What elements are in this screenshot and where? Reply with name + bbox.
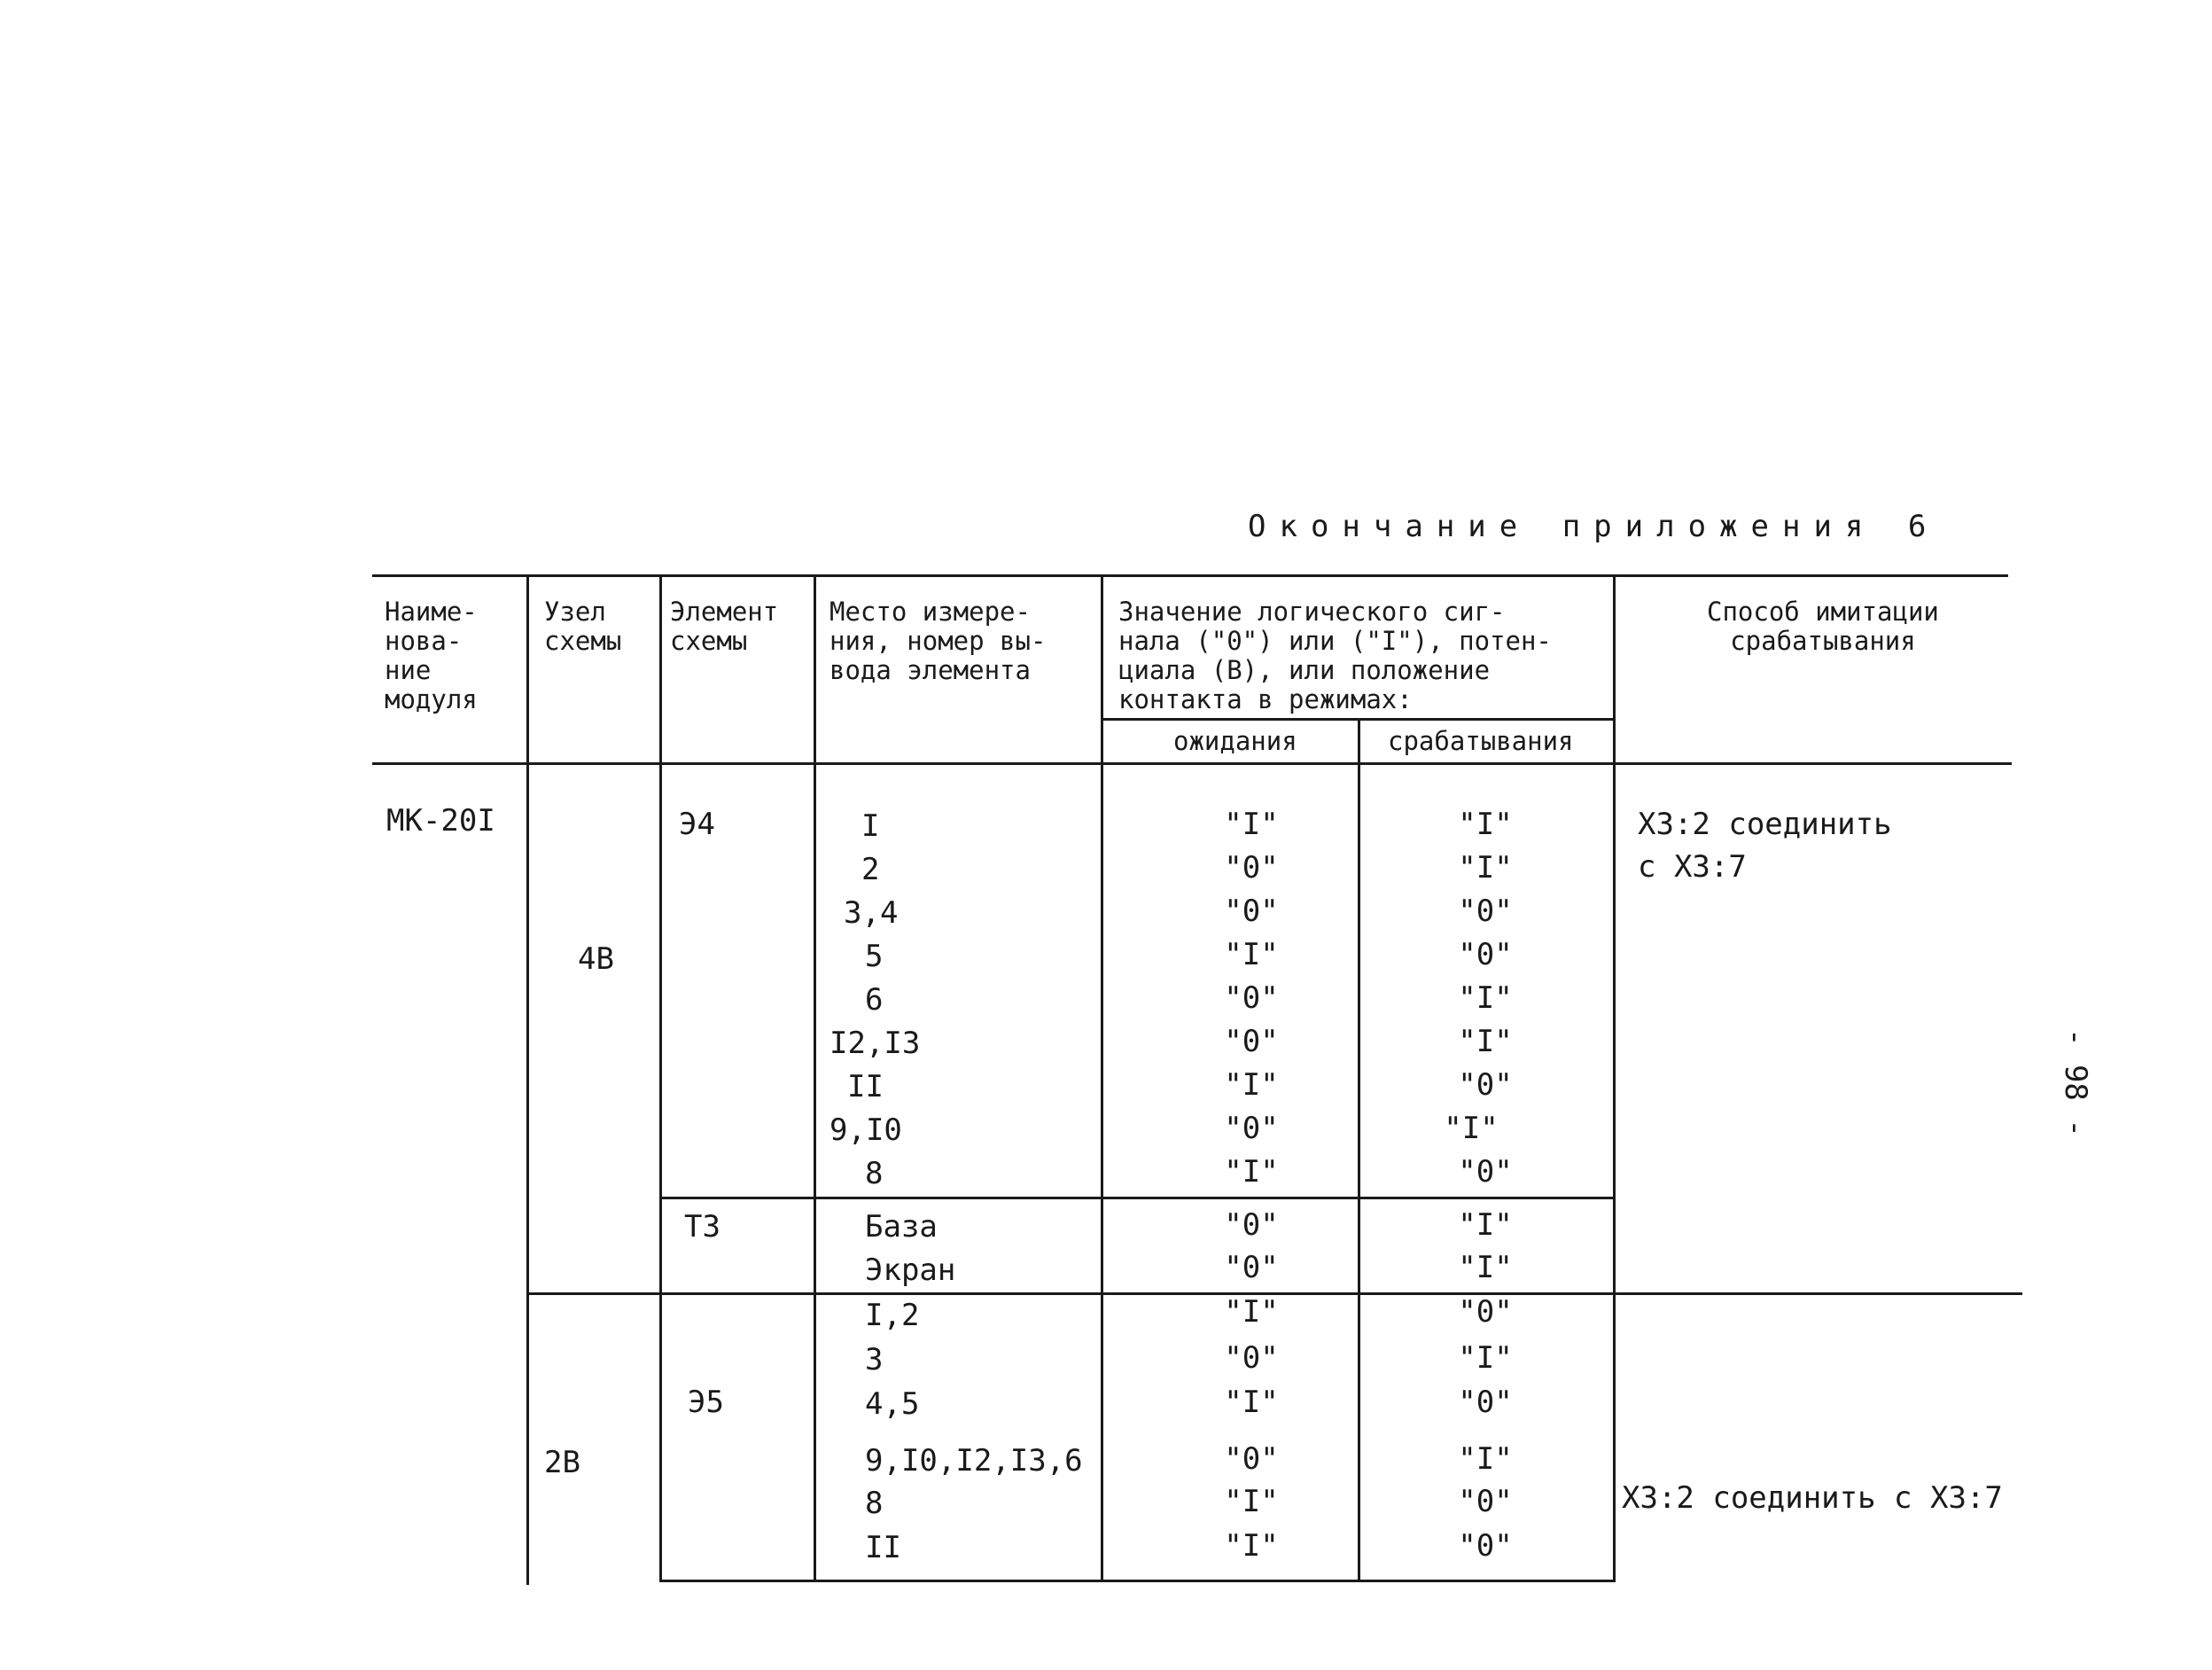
triggering-value: "0" [1458,1484,1513,1519]
waiting-value: "0" [1224,1441,1279,1477]
triggering-value: "0" [1458,1528,1513,1564]
triggering-value: "I" [1444,1111,1499,1146]
triggering-value: "0" [1458,1294,1513,1330]
triggering-value: "I" [1458,850,1513,886]
waiting-value: "I" [1224,807,1279,842]
header-signal-value: Значение логического сиг- нала ("0") или ("I"), потен- циала (В), или положение контакта в режимах: [1118,597,1552,714]
triggering-value: "I" [1458,980,1513,1016]
module-name: МК-20I [386,803,495,839]
waiting-value: "I" [1224,1294,1279,1330]
method-text-line: Х3:2 соединить [1638,807,1892,842]
header-method: Способ имитации срабатывания [1707,597,1939,656]
pin-label: 5 [865,939,884,974]
waiting-value: "I" [1224,1154,1279,1190]
pin-label: 9,I0 [830,1112,902,1148]
pin-label: II [847,1069,884,1104]
pin-label: 3 [865,1342,884,1377]
waiting-value: "I" [1224,1067,1279,1103]
triggering-value: "0" [1458,1385,1513,1420]
pin-label: I2,I3 [830,1026,921,1061]
triggering-value: "I" [1458,1250,1513,1285]
waiting-value: "0" [1224,894,1279,929]
header-triggering: срабатывания [1388,726,1574,756]
pin-label: 2 [861,852,880,887]
triggering-value: "I" [1458,1207,1513,1243]
waiting-value: "I" [1224,937,1279,972]
element-label: Т3 [684,1209,720,1245]
page-number: - 98 - [2058,1028,2093,1137]
pin-label: 6 [865,982,884,1018]
table-caption: Окончание приложения 6 [1248,509,1940,544]
header-waiting: ожидания [1173,726,1297,756]
waiting-value: "0" [1224,1340,1279,1376]
triggering-value: "I" [1458,807,1513,842]
pin-label: I [861,808,880,844]
pin-label: I,2 [865,1298,920,1333]
waiting-value: "0" [1224,850,1279,886]
pin-label: 8 [865,1156,884,1191]
pin-label: II [865,1530,901,1565]
triggering-value: "I" [1458,1340,1513,1376]
pin-label: 4,5 [865,1386,920,1422]
header-measurement-place: Место измере- ния, номер вы- вода элемента [830,597,1047,685]
pin-label: 3,4 [844,895,899,931]
triggering-value: "0" [1458,894,1513,929]
method-text-line: с Х3:7 [1638,849,1747,885]
header-node: Узел схемы [544,597,622,656]
waiting-value: "0" [1224,1024,1279,1059]
waiting-value: "I" [1224,1385,1279,1420]
pin-label: База [865,1209,938,1245]
triggering-value: "0" [1458,1067,1513,1103]
waiting-value: "I" [1224,1484,1279,1519]
node-label: 4В [578,941,614,977]
method-text-line: Х3:2 соединить с Х3:7 [1622,1480,2003,1516]
element-label: Э5 [688,1385,724,1420]
header-module-name: Наиме- нова- ние модуля [385,597,478,714]
waiting-value: "0" [1224,1207,1279,1243]
element-label: Э4 [679,807,715,842]
pin-label: Экран [865,1252,956,1288]
pin-label: 9,I0,I2,I3,6 [865,1443,1083,1479]
waiting-value: "I" [1224,1528,1279,1564]
triggering-value: "0" [1458,937,1513,972]
triggering-value: "I" [1458,1441,1513,1477]
header-element: Элемент схемы [670,597,779,656]
triggering-value: "I" [1458,1024,1513,1059]
waiting-value: "0" [1224,1250,1279,1285]
pin-label: 8 [865,1486,884,1521]
waiting-value: "0" [1224,1111,1279,1146]
waiting-value: "0" [1224,980,1279,1016]
triggering-value: "0" [1458,1154,1513,1190]
node-label: 2В [544,1445,580,1480]
